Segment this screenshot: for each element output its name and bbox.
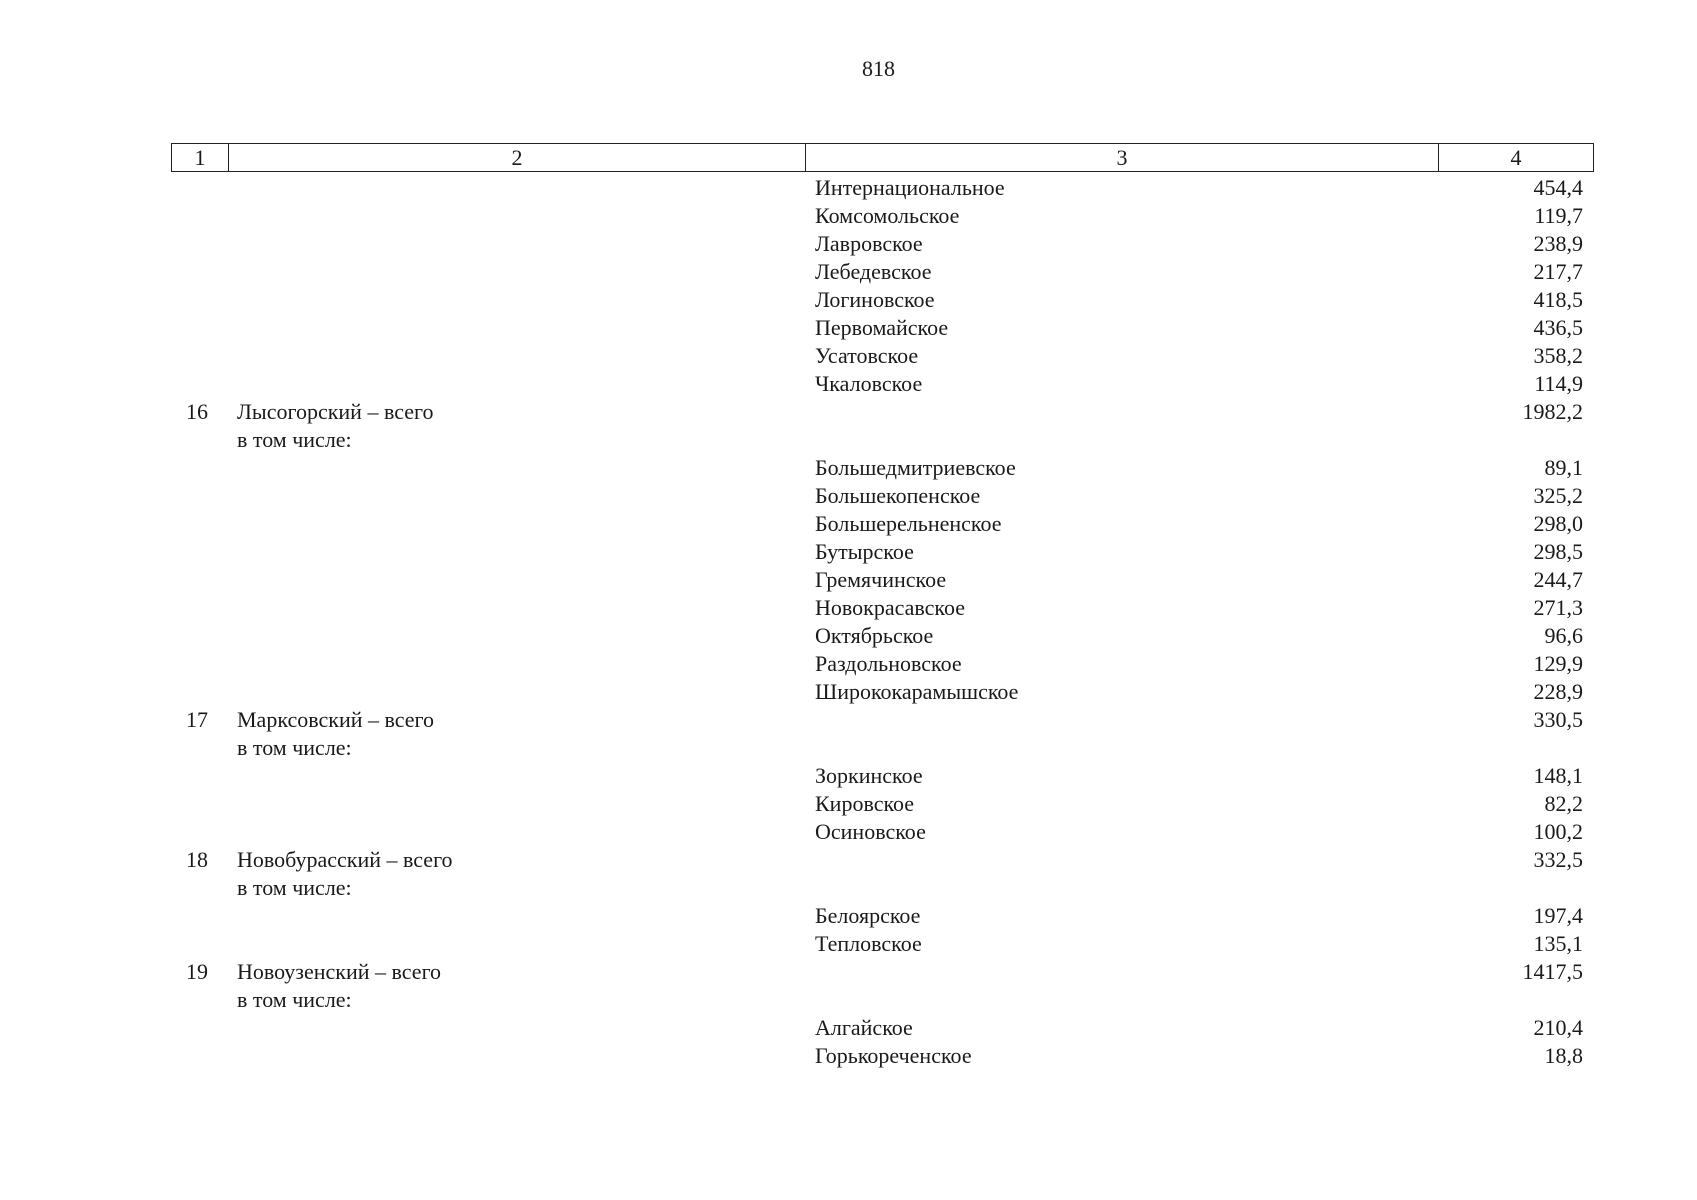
row-value: 89,1 — [1544, 455, 1583, 480]
district-name: в том числе: — [237, 987, 352, 1012]
table-row — [0, 510, 1697, 538]
settlement-name: Ширококарамышское — [815, 679, 1019, 704]
table-row — [0, 538, 1697, 566]
row-number: 17 — [186, 707, 208, 732]
table-row — [0, 370, 1697, 398]
table-row — [0, 874, 1697, 902]
table-row — [0, 818, 1697, 846]
table-row — [0, 1042, 1697, 1070]
settlement-name: Большерельненское — [815, 511, 1002, 536]
row-value: 114,9 — [1534, 371, 1583, 396]
row-value: 197,4 — [1533, 903, 1583, 928]
row-value: 332,5 — [1533, 847, 1583, 872]
settlement-name: Первомайское — [815, 315, 949, 340]
row-value: 454,4 — [1533, 175, 1583, 200]
table-header — [171, 143, 1594, 172]
settlement-name: Бутырское — [815, 539, 914, 564]
row-value: 418,5 — [1533, 287, 1583, 312]
table-row — [0, 286, 1697, 314]
settlement-name: Интернациональное — [815, 175, 1005, 200]
district-name: в том числе: — [237, 735, 352, 760]
table-row — [0, 314, 1697, 342]
header-col-1: 1 — [172, 144, 229, 172]
settlement-name: Лавровское — [815, 231, 923, 256]
table-row — [0, 650, 1697, 678]
settlement-name: Гремячинское — [815, 567, 947, 592]
row-value: 271,3 — [1533, 595, 1583, 620]
table-row — [0, 426, 1697, 454]
table-row — [0, 202, 1697, 230]
table-row — [0, 258, 1697, 286]
header-col-3: 3 — [806, 144, 1439, 172]
row-value: 18,8 — [1544, 1043, 1583, 1068]
row-value: 1982,2 — [1522, 399, 1583, 424]
settlement-name: Алгайское — [815, 1015, 913, 1040]
table-body — [0, 174, 1697, 1070]
district-name: в том числе: — [237, 427, 352, 452]
settlement-name: Осиновское — [815, 819, 926, 844]
table-row — [0, 706, 1697, 734]
settlement-name: Тепловское — [815, 931, 922, 956]
row-value: 228,9 — [1533, 679, 1583, 704]
settlement-name: Октябрьское — [815, 623, 934, 648]
row-value: 244,7 — [1533, 567, 1583, 592]
row-value: 298,0 — [1533, 511, 1583, 536]
row-value: 210,4 — [1533, 1015, 1583, 1040]
row-value: 238,9 — [1533, 231, 1583, 256]
row-number: 18 — [186, 847, 208, 872]
table-row — [0, 986, 1697, 1014]
district-name: Лысогорский – всего — [237, 399, 434, 424]
table-row — [0, 958, 1697, 986]
district-name: в том числе: — [237, 875, 352, 900]
row-number: 16 — [186, 399, 208, 424]
settlement-name: Большедмитриевское — [815, 455, 1016, 480]
row-value: 119,7 — [1534, 203, 1583, 228]
settlement-name: Горькореченское — [815, 1043, 972, 1068]
row-value: 82,2 — [1544, 791, 1583, 816]
row-value: 325,2 — [1533, 483, 1583, 508]
row-value: 148,1 — [1533, 763, 1583, 788]
table-row — [0, 174, 1697, 202]
table-row — [0, 398, 1697, 426]
table-row — [0, 902, 1697, 930]
table-row — [0, 482, 1697, 510]
settlement-name: Усатовское — [815, 343, 919, 368]
table-row — [0, 930, 1697, 958]
table-row — [0, 594, 1697, 622]
table-row — [0, 230, 1697, 258]
district-name: Новоузенский – всего — [237, 959, 442, 984]
district-name: Марксовский – всего — [237, 707, 435, 732]
settlement-name: Кировское — [815, 791, 915, 816]
table-row — [0, 678, 1697, 706]
row-value: 129,9 — [1533, 651, 1583, 676]
table-row — [0, 846, 1697, 874]
row-value: 100,2 — [1533, 819, 1583, 844]
row-value: 217,7 — [1533, 259, 1583, 284]
table-row — [0, 622, 1697, 650]
settlement-name: Новокрасавское — [815, 595, 966, 620]
settlement-name: Большекопенское — [815, 483, 981, 508]
settlement-name: Раздольновское — [815, 651, 962, 676]
table-row — [0, 790, 1697, 818]
table-row — [0, 762, 1697, 790]
settlement-name: Логиновское — [815, 287, 935, 312]
row-value: 298,5 — [1533, 539, 1583, 564]
table-row — [0, 1014, 1697, 1042]
row-value: 330,5 — [1533, 707, 1583, 732]
row-value: 135,1 — [1533, 931, 1583, 956]
settlement-name: Зоркинское — [815, 763, 923, 788]
header-col-4: 4 — [1439, 144, 1594, 172]
row-value: 358,2 — [1533, 343, 1583, 368]
table-row — [0, 454, 1697, 482]
page-number: 818 — [862, 56, 895, 81]
settlement-name: Чкаловское — [815, 371, 923, 396]
settlement-name: Белоярское — [815, 903, 921, 928]
settlement-name: Комсомольское — [815, 203, 960, 228]
table-row — [0, 734, 1697, 762]
row-number: 19 — [186, 959, 208, 984]
row-value: 436,5 — [1533, 315, 1583, 340]
row-value: 96,6 — [1544, 623, 1583, 648]
row-value: 1417,5 — [1522, 959, 1583, 984]
header-col-2: 2 — [229, 144, 806, 172]
settlement-name: Лебедевское — [815, 259, 932, 284]
table-row — [0, 342, 1697, 370]
table-row — [0, 566, 1697, 594]
district-name: Новобурасский – всего — [237, 847, 453, 872]
